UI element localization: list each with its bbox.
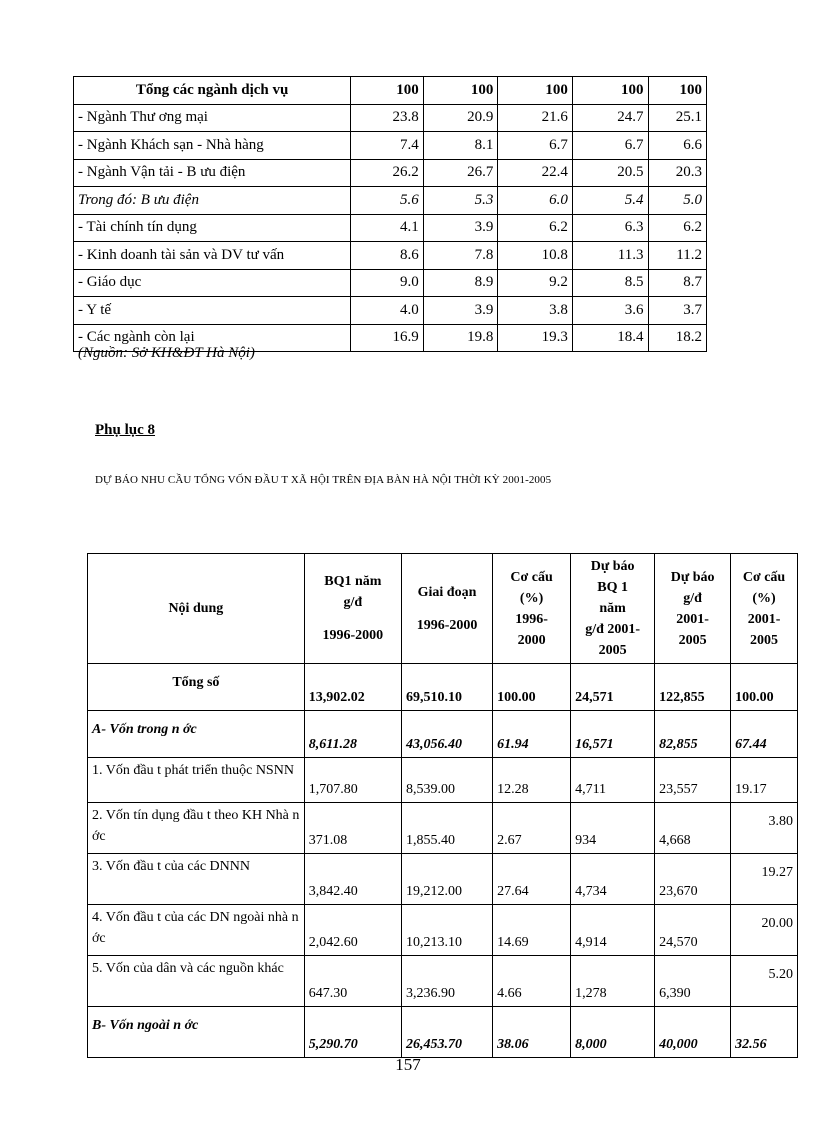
cell-value: 5,290.70	[304, 1007, 401, 1058]
row-label: Tổng số	[88, 664, 305, 711]
table-row	[88, 758, 798, 803]
header-line: 2005	[598, 643, 627, 658]
cell-value: 100	[572, 77, 648, 105]
cell-value: 6.7	[498, 132, 573, 160]
table-row	[74, 104, 707, 132]
cell-value: 21.6	[498, 104, 573, 132]
header-line: 1996-2000	[416, 617, 478, 633]
cell-value: 6.0	[498, 187, 573, 215]
cell-value: 4,711	[571, 758, 655, 803]
row-label: B- Vốn ngoài n ớc	[88, 1007, 305, 1058]
cell-value: 19,212.00	[401, 854, 492, 905]
cell-value: 8.7	[648, 269, 707, 297]
cell-value: 5.0	[648, 187, 707, 215]
cell-value: 61.94	[493, 711, 571, 758]
cell-value: 100.00	[493, 664, 571, 711]
cell-value: 100	[423, 77, 498, 105]
cell-value: 26.2	[351, 159, 424, 187]
cell-value: 4.66	[493, 956, 571, 1007]
source-note: (Nguồn: Sở KH&ĐT Hà Nội)	[78, 345, 255, 361]
row-label: Tổng các ngành dịch vụ	[74, 77, 351, 105]
cell-value: 3,842.40	[304, 854, 401, 905]
cell-value: 371.08	[304, 803, 401, 854]
cell-value: 6.3	[572, 214, 648, 242]
header-line: g/đ	[343, 595, 363, 610]
header-line: 2000	[517, 632, 546, 648]
table-row	[74, 242, 707, 270]
cell-value: 4.0	[351, 297, 424, 325]
table-row	[88, 803, 798, 854]
row-label: - Tài chính tín dụng	[74, 214, 351, 242]
header-line: 2001-	[747, 611, 781, 627]
header-line: g/đ	[683, 590, 702, 606]
cell-value: 19.3	[498, 324, 573, 352]
cell-value: 8.6	[351, 242, 424, 270]
header-line: Cơ cấu	[510, 569, 553, 585]
column-header	[493, 554, 571, 664]
row-label: 5. Vốn của dân và các nguồn khác	[88, 956, 305, 1007]
cell-value: 43,056.40	[401, 711, 492, 758]
cell-value: 5.3	[423, 187, 498, 215]
cell-value: 69,510.10	[401, 664, 492, 711]
cell-value: 100.00	[731, 664, 798, 711]
cell-value: 6.7	[572, 132, 648, 160]
cell-value: 14.69	[493, 905, 571, 956]
cell-value: 16.9	[351, 324, 424, 352]
cell-value: 19.8	[423, 324, 498, 352]
cell-value: 8,000	[571, 1007, 655, 1058]
cell-value: 12.28	[493, 758, 571, 803]
row-label: - Các ngành còn lại	[74, 324, 351, 352]
cell-value: 3.80	[731, 803, 798, 854]
cell-value: 23,670	[655, 854, 731, 905]
header-line: Cơ cấu	[742, 569, 786, 585]
cell-value: 18.4	[572, 324, 648, 352]
cell-value: 22.4	[498, 159, 573, 187]
cell-value: 3.8	[498, 297, 573, 325]
cell-value: 6.6	[648, 132, 707, 160]
cell-value: 5.6	[351, 187, 424, 215]
cell-value: 27.64	[493, 854, 571, 905]
service-structure-table	[73, 76, 707, 352]
row-label: - Giáo dục	[74, 269, 351, 297]
cell-value: 26.7	[423, 159, 498, 187]
cell-value: 3.9	[423, 297, 498, 325]
cell-value: 9.0	[351, 269, 424, 297]
row-label: - Ngành Khách sạn - Nhà hàng	[74, 132, 351, 160]
cell-value: 8.5	[572, 269, 648, 297]
cell-value: 3.7	[648, 297, 707, 325]
cell-value: 8.9	[423, 269, 498, 297]
column-header	[571, 554, 655, 664]
header-line: Giai đoạn	[417, 584, 477, 600]
header-line: Dự báo	[670, 569, 715, 585]
cell-value: 100	[351, 77, 424, 105]
row-label: Trong đó: B ưu điện	[74, 187, 351, 215]
cell-value: 20.9	[423, 104, 498, 132]
row-label: - Ngành Thư ơng mại	[74, 104, 351, 132]
cell-value: 934	[571, 803, 655, 854]
cell-value: 38.06	[493, 1007, 571, 1058]
header-line: (%)	[519, 590, 544, 606]
cell-value: 4,668	[655, 803, 731, 854]
table-row	[74, 214, 707, 242]
cell-value: 6,390	[655, 956, 731, 1007]
column-header	[88, 554, 305, 664]
cell-value: 1,278	[571, 956, 655, 1007]
cell-value: 19.17	[731, 758, 798, 803]
cell-value: 5.4	[572, 187, 648, 215]
table-row	[74, 269, 707, 297]
cell-value: 2,042.60	[304, 905, 401, 956]
total-row	[88, 664, 798, 711]
cell-value: 25.1	[648, 104, 707, 132]
table-row	[74, 132, 707, 160]
header-line: 1996-	[515, 611, 548, 627]
header-line: 2005	[678, 632, 707, 648]
cell-value: 4.1	[351, 214, 424, 242]
cell-value: 11.2	[648, 242, 707, 270]
header-line: 2005	[750, 632, 779, 648]
cell-value: 100	[648, 77, 707, 105]
cell-value: 26,453.70	[401, 1007, 492, 1058]
cell-value: 10,213.10	[401, 905, 492, 956]
table-row	[88, 905, 798, 956]
header-line: Dự báo	[590, 559, 635, 574]
header-line: BQ 1	[597, 580, 628, 595]
cell-value: 23.8	[351, 104, 424, 132]
cell-value: 1,855.40	[401, 803, 492, 854]
cell-value: 82,855	[655, 711, 731, 758]
cell-value: 3.9	[423, 214, 498, 242]
column-header	[304, 554, 401, 664]
cell-value: 40,000	[655, 1007, 731, 1058]
row-label: A- Vốn trong n ớc	[88, 711, 305, 758]
cell-value: 7.4	[351, 132, 424, 160]
cell-value: 23,557	[655, 758, 731, 803]
header-row	[88, 554, 798, 664]
cell-value: 8,611.28	[304, 711, 401, 758]
row-label: - Y tế	[74, 297, 351, 325]
table-row	[88, 956, 798, 1007]
investment-forecast-table	[87, 553, 798, 1058]
header-line: 2001-	[676, 611, 709, 627]
cell-value: 20.00	[731, 905, 798, 956]
cell-value: 2.67	[493, 803, 571, 854]
row-label: 2. Vốn tín dụng đầu t theo KH Nhà n ớc	[88, 803, 305, 854]
row-label: 3. Vốn đầu t của các DNNN	[88, 854, 305, 905]
column-header	[401, 554, 492, 664]
column-header	[731, 554, 798, 664]
cell-value: 100	[498, 77, 573, 105]
table-row	[88, 854, 798, 905]
cell-value: 19.27	[731, 854, 798, 905]
table-row	[74, 297, 707, 325]
cell-value: 8.1	[423, 132, 498, 160]
cell-value: 6.2	[648, 214, 707, 242]
cell-value: 6.2	[498, 214, 573, 242]
cell-value: 122,855	[655, 664, 731, 711]
cell-value: 9.2	[498, 269, 573, 297]
cell-value: 1,707.80	[304, 758, 401, 803]
cell-value: 5.20	[731, 956, 798, 1007]
header-line: Nội dung	[168, 601, 224, 616]
cell-value: 24,570	[655, 905, 731, 956]
cell-value: 20.5	[572, 159, 648, 187]
row-label: - Kinh doanh tài sản và DV tư vấn	[74, 242, 351, 270]
cell-value: 4,734	[571, 854, 655, 905]
appendix-title: Phụ lục 8	[95, 422, 156, 438]
cell-value: 13,902.02	[304, 664, 401, 711]
page-number: 157	[395, 1055, 421, 1074]
cell-value: 11.3	[572, 242, 648, 270]
header-line: 1996-2000	[322, 628, 384, 643]
table-row	[74, 187, 707, 215]
cell-value: 3.6	[572, 297, 648, 325]
table-subtitle: DỰ BÁO NHU CẦU TỔNG VỐN ĐẦU T XÃ HỘI TRÊN ĐỊA BÀN HÀ NỘI THỜI KỲ 2001-2005	[95, 474, 552, 486]
cell-value: 647.30	[304, 956, 401, 1007]
cell-value: 16,571	[571, 711, 655, 758]
cell-value: 18.2	[648, 324, 707, 352]
header-line: g/đ 2001-	[585, 622, 641, 637]
cell-value: 3,236.90	[401, 956, 492, 1007]
header-line: BQ1 năm	[324, 574, 382, 589]
table-row	[74, 77, 707, 105]
row-label: - Ngành Vận tải - B ưu điện	[74, 159, 351, 187]
cell-value: 20.3	[648, 159, 707, 187]
cell-value: 24.7	[572, 104, 648, 132]
header-line: năm	[599, 601, 626, 616]
section-row	[88, 1007, 798, 1058]
header-line: (%)	[752, 590, 776, 606]
cell-value: 8,539.00	[401, 758, 492, 803]
column-header	[655, 554, 731, 664]
cell-value: 67.44	[731, 711, 798, 758]
section-row	[88, 711, 798, 758]
cell-value: 7.8	[423, 242, 498, 270]
table-row	[74, 159, 707, 187]
cell-value: 10.8	[498, 242, 573, 270]
row-label: 4. Vốn đầu t của các DN ngoài nhà n ớc	[88, 905, 305, 956]
cell-value: 24,571	[571, 664, 655, 711]
row-label: 1. Vốn đầu t phát triển thuộc NSNN	[88, 758, 305, 803]
cell-value: 32.56	[731, 1007, 798, 1058]
cell-value: 4,914	[571, 905, 655, 956]
